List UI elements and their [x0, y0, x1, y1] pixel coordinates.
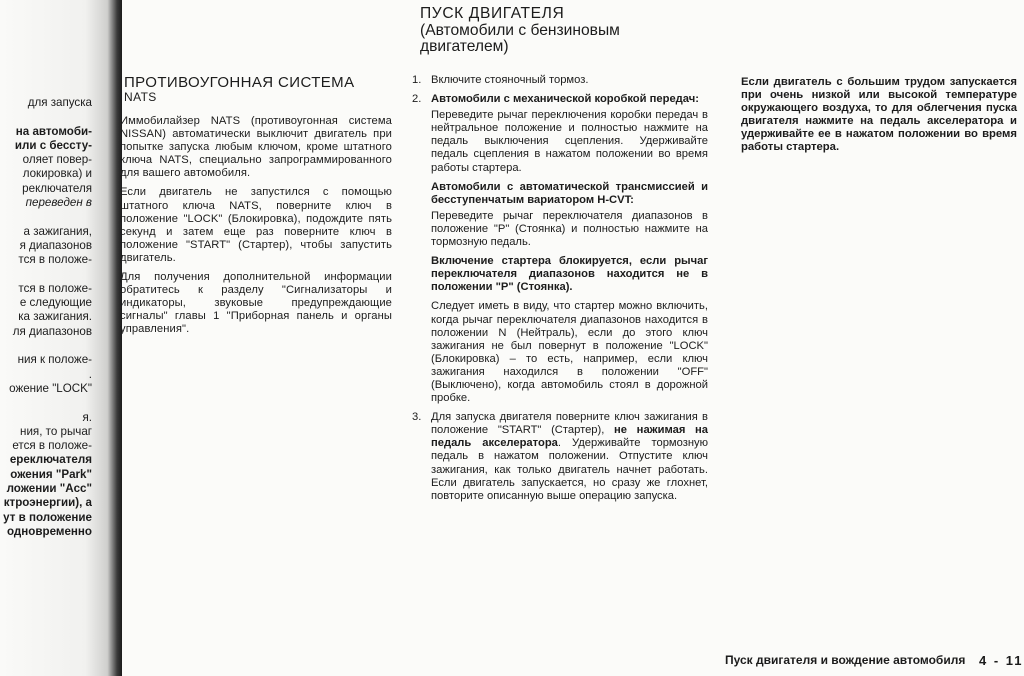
- left-page-line: локировка) и: [22, 167, 92, 181]
- step-1-number: 1.: [412, 74, 422, 86]
- left-page-line: оляет повер-: [22, 153, 92, 167]
- left-page-line: я диапазонов: [19, 238, 92, 252]
- left-page-line: [0, 268, 92, 282]
- left-page-line: тся в положе-: [18, 281, 92, 295]
- antitheft-paragraph-1: Иммобилайзер NATS (противоугонная система NISSAN) автоматически выключит двигатель при попытке запуска любым ключом, кроме штатного ключа NATS, специально запрограммированного для вашего автомобиля.: [120, 115, 392, 180]
- left-page-line: реключателя: [22, 181, 92, 195]
- cold-start-note: Если двигатель с большим трудом запускается при очень низкой или высокой температуре окружающего воздуха, то для облегчения пуска двигателя нажмите на педаль акселератора и удерживайте ее в нажатом положении во время работы стартера.: [741, 76, 1017, 153]
- left-page-line: ка зажигания.: [18, 310, 92, 324]
- step-3-text: [431, 411, 708, 503]
- left-page-line: одновременно: [7, 524, 92, 538]
- step-3-text-a: Для запуска двигателя поверните ключ зажигания в положение "START" (Стартер),: [431, 411, 708, 437]
- binding-gutter: [0, 0, 122, 676]
- step-3-text-b: . Удерживайте тормозную педаль в нажатом положении. Отпустите ключ зажигания, как только двигатель начнет работать. Если двигатель запускается, но сразу же глохнет, повторите описанную выше операцию запуска.: [431, 437, 708, 502]
- left-page-line: ктроэнергии), а: [3, 496, 92, 510]
- antitheft-paragraph-3: Для получения дополнительной информации обратитесь к разделу "Сигнализаторы и индикаторы, звуковые предупреждающие сигналы" главы 1 "Приборная панель и органы управления".: [120, 271, 392, 336]
- left-page-line: ожения "Park": [10, 467, 92, 481]
- step-3-number: 3.: [412, 411, 422, 424]
- page-title-line-2: (Автомобили с бензиновым: [420, 21, 620, 39]
- left-page-line: [0, 110, 92, 124]
- left-page-line: е следующие: [19, 296, 92, 310]
- page-title: [420, 6, 620, 56]
- antitheft-heading: [124, 75, 354, 105]
- footer-section-title: Пуск двигателя и вождение автомобиля: [725, 653, 966, 667]
- left-page-line: ния к положе-: [17, 353, 92, 367]
- step-2-auto-heading: Автомобили с автоматической трансмиссией и бесступенчатым вариатором H-CVT:: [431, 180, 708, 206]
- left-page-line: [0, 339, 92, 353]
- left-page-line: для запуска: [27, 96, 92, 109]
- page-title-line-3: двигателем): [420, 38, 509, 55]
- start-steps-list: [412, 74, 708, 509]
- left-page-fragment: [0, 96, 92, 539]
- step-2-block-warning: Включение стартера блокируется, если рычаг переключателя диапазонов находится не в положении "P" (Стоянка).: [431, 255, 708, 294]
- antitheft-heading-text: ПРОТИВОУГОННАЯ СИСТЕМА: [124, 74, 355, 91]
- antitheft-section: [120, 115, 392, 343]
- left-page-line: а зажигания,: [23, 224, 92, 238]
- left-page-line: ложении "Acc": [6, 482, 92, 496]
- page-title-line-1: ПУСК ДВИГАТЕЛЯ: [420, 5, 565, 22]
- antitheft-paragraph-2: Если двигатель не запустился с помощью штатного ключа NATS, поверните ключ в положение "LOCK" (Блокировка), подождите пять секунд и затем еще раз поверните ключ в положение "START" (Стартер), чтобы запустить двигатель.: [120, 186, 392, 264]
- step-2-manual-text: Переведите рычаг переключения коробки передач в нейтральное положение и полностью нажмите на педаль выключения сцепления. Удерживайте педаль сцепления в нажатом положении во время работы стартера.: [431, 109, 708, 174]
- step-2-number: 2.: [412, 93, 422, 106]
- left-page-line: я.: [82, 410, 92, 424]
- left-page-line: ния, то рычаг: [20, 424, 92, 438]
- step-2-manual-heading: Автомобили с механической коробкой передач:: [431, 93, 699, 106]
- page-number: 4 - 11: [979, 653, 1024, 668]
- left-page-line: ут в положение: [3, 510, 92, 524]
- step-1: [412, 74, 708, 87]
- left-page-line: тся в положе-: [18, 253, 92, 267]
- step-2: [412, 93, 708, 405]
- left-page-line: .: [88, 367, 92, 381]
- left-page-line: ется в положе-: [12, 439, 92, 453]
- step-2-note: Следует иметь в виду, что стартер можно включить, когда рычаг переключателя диапазонов находится в положении N (Нейтраль), если до этого ключ зажигания не был повернут в положение "LOCK" (Блокировка) – то есть, например, если ключ зажигания находился в положении "OFF" (Выключено), когда автомобиль стоял в дорожной пробке.: [431, 300, 708, 405]
- left-page-line: или с бессту-: [14, 138, 92, 152]
- left-page-line: ереключателя: [9, 453, 92, 467]
- left-page-line: переведен в: [25, 196, 92, 210]
- step-3: [412, 411, 708, 503]
- left-page-line: ожение "LOCK": [9, 381, 92, 395]
- left-page-line: [0, 210, 92, 224]
- left-page-line: ля диапазонов: [12, 324, 92, 338]
- left-page-line: на автомоби-: [15, 124, 92, 138]
- step-1-text: Включите стояночный тормоз.: [431, 74, 589, 86]
- step-2-auto-text: Переведите рычаг переключателя диапазонов в положение "P" (Стоянка) и полностью нажмите на тормозную педаль.: [431, 209, 708, 249]
- step-3-text-bold: не нажимая на педаль акселератора: [431, 424, 709, 450]
- left-page-line: [0, 396, 92, 410]
- antitheft-subheading: NATS: [124, 90, 157, 104]
